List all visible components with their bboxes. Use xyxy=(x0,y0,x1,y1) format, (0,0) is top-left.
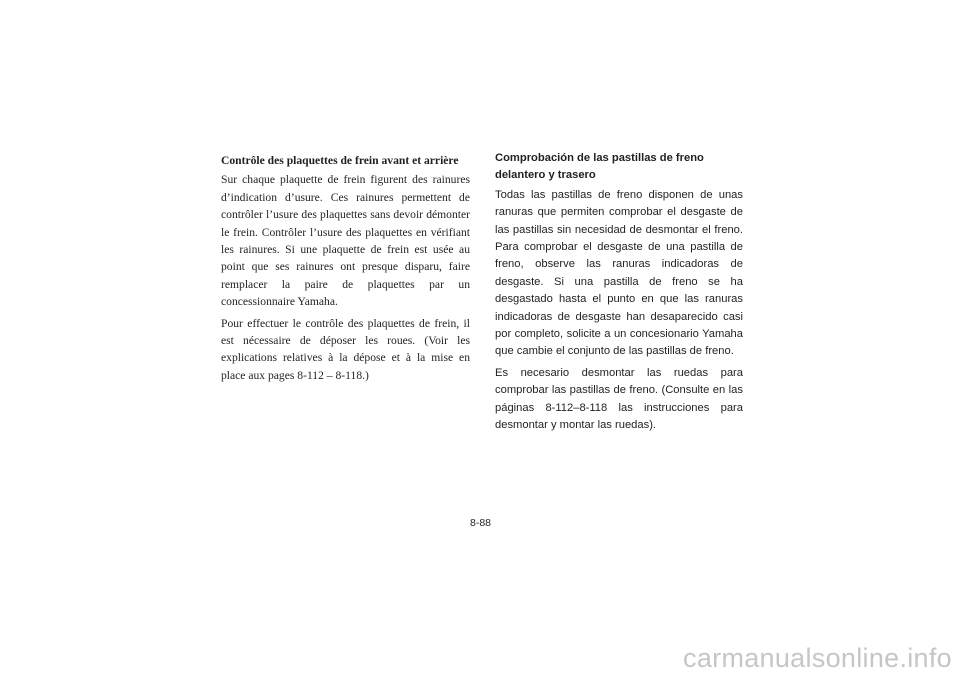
spanish-paragraph-1: Todas las pastillas de freno disponen de unas ranuras que permiten comprobar el desgaste de las pastillas sin necesidad de desmontar el freno. Para comprobar el desgaste de una pastilla de freno, observe las ranuras indicadoras de desgaste. Si una pastilla de freno se ha desgastado hasta el punto en que las ranuras indicadoras de desgaste han desaparecido casi por completo, solicite a un concesionario Yamaha que cambie el conjunto de las pastillas de freno. xyxy=(495,188,743,358)
french-paragraph-1: Sur chaque plaquette de frein figurent des rainures d’indication d’usure. Ces rainures permettent de contrôler l’usure des plaquettes sans devoir démonter le frein. Contrôler l’usure des plaquettes en vérifiant les rainures. Si une plaquette de frein est usée au point que ses rainures ont presque disparu, faire remplacer la paire de plaquettes par un concessionnaire Yamaha. xyxy=(221,173,470,309)
french-paragraph-2: Pour effectuer le contrôle des plaquettes de frein, il est nécessaire de déposer les roues. (Voir les explications relatives à la dépose et à la mise en place aux pages 8-112 – 8-118.) xyxy=(221,316,470,382)
french-column xyxy=(221,152,470,388)
french-section-heading: Contrôle des plaquettes de frein avant et arrière xyxy=(221,154,459,167)
spanish-section-heading: Comprobación de las pastillas de freno delantero y trasero xyxy=(495,152,704,182)
page-number: 8-88 xyxy=(470,517,492,529)
spanish-column xyxy=(495,150,743,439)
spanish-paragraph-2: Es necesario desmontar las ruedas para comprobar las pastillas de freno. (Consulte en las páginas 8-112–8-118 las instrucciones para desmontar y montar las ruedas). xyxy=(495,366,743,432)
watermark-text: carmanualsonline.info xyxy=(683,643,952,673)
